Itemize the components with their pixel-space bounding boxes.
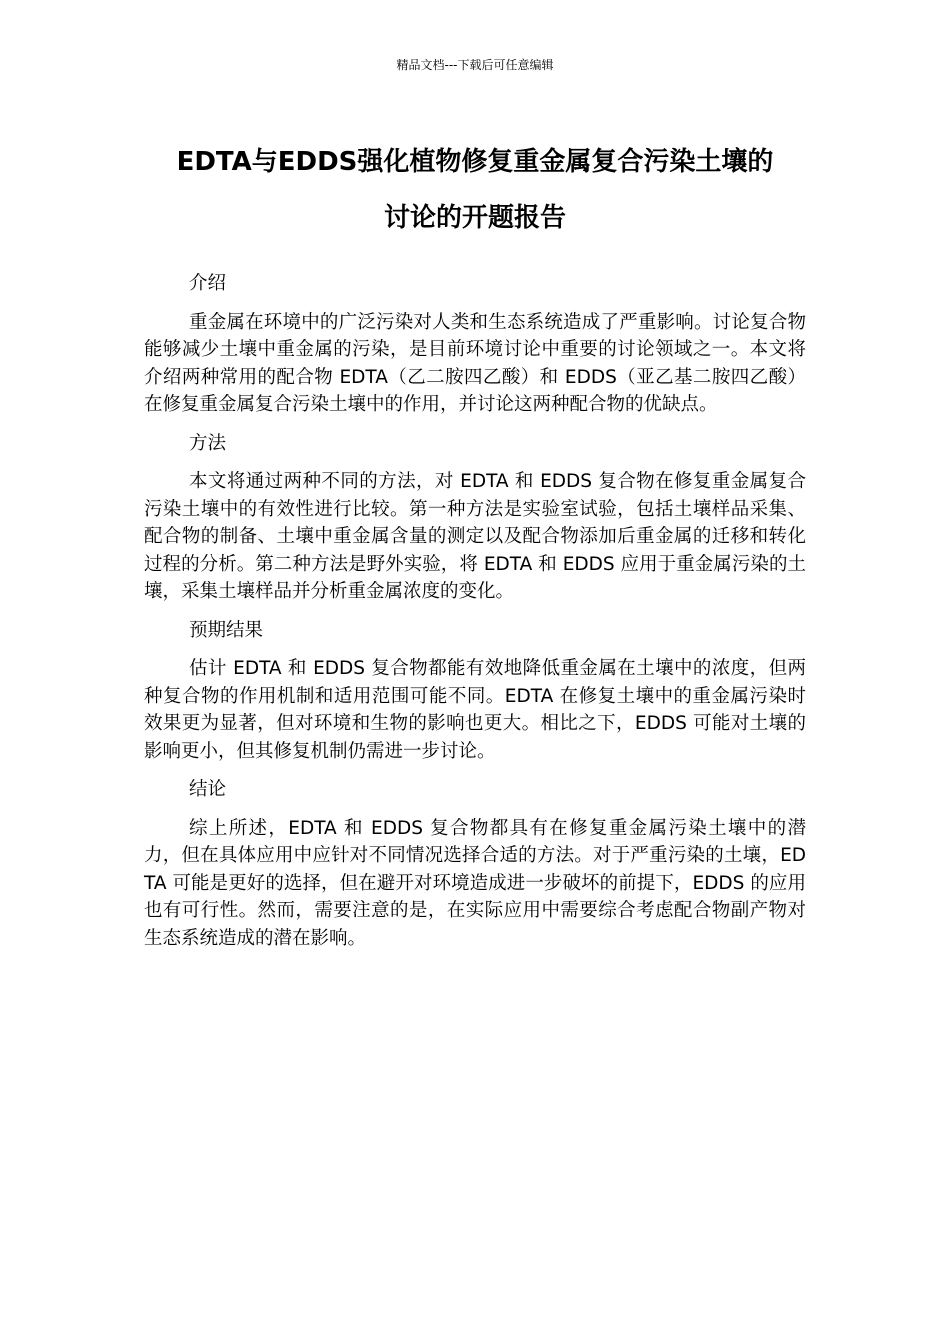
section-paragraph: 综上所述，EDTA 和 EDDS 复合物都具有在修复重金属污染土壤中的潜力，但在具体应用中应针对不同情况选择合适的方法。对于严重污染的土壤，EDTA 可能是更好的选择，但在避开对环境造成进一步破坏的前提下，EDDS 的应用也有可行性。然而，需要注意的是，在实际应用中需要综合考虑配合物副产物对生态系统造成的潜在影响。 xyxy=(144,817,806,949)
section-paragraph: 重金属在环境中的广泛污染对人类和生态系统造成了严重影响。讨论复合物能够减少土壤中重金属的污染，是目前环境讨论中重要的讨论领域之一。本文将介绍两种常用的配合物 EDTA（乙二胺四乙酸）和 EDDS（亚乙基二胺四乙酸）在修复重金属复合污染土壤中的作用，并讨论这两种配合物的优缺点。 xyxy=(144,311,806,415)
title-line-2: 讨论的开题报告 xyxy=(383,203,566,233)
section-heading: 介绍 xyxy=(189,273,227,294)
section-paragraph: 估计 EDTA 和 EDDS 复合物都能有效地降低重金属在土壤中的浓度，但两种复合物的作用机制和适用范围可能不同。EDTA 在修复土壤中的重金属污染时效果更为显著，但对环境和生物的影响也更大。相比之下，EDDS 可能对土壤的影响更小，但其修复机制仍需进一步讨论。 xyxy=(144,658,806,762)
section-paragraph: 本文将通过两种不同的方法，对 EDTA 和 EDDS 复合物在修复重金属复合污染土壤中的有效性进行比较。第一种方法是实验室试验，包括土壤样品采集、配合物的制备、土壤中重金属含量的测定以及配合物添加后重金属的迁移和转化过程的分析。第二种方法是野外实验，将 EDTA 和 EDDS 应用于重金属污染的土壤，采集土壤样品并分析重金属浓度的变化。 xyxy=(144,471,806,602)
section-heading: 结论 xyxy=(189,779,227,800)
section-heading: 方法 xyxy=(189,432,227,454)
section-method xyxy=(144,430,806,606)
section-conclusion xyxy=(144,776,806,952)
document-title xyxy=(120,134,830,246)
document-body xyxy=(144,270,806,963)
title-line-1: EDTA与EDDS强化植物修复重金属复合污染土壤的 xyxy=(176,147,774,177)
section-expected-results xyxy=(144,617,806,766)
section-heading: 预期结果 xyxy=(189,619,264,641)
page-header: 精品文档---下载后可任意编辑 xyxy=(396,58,554,72)
section-introduction xyxy=(144,270,806,419)
